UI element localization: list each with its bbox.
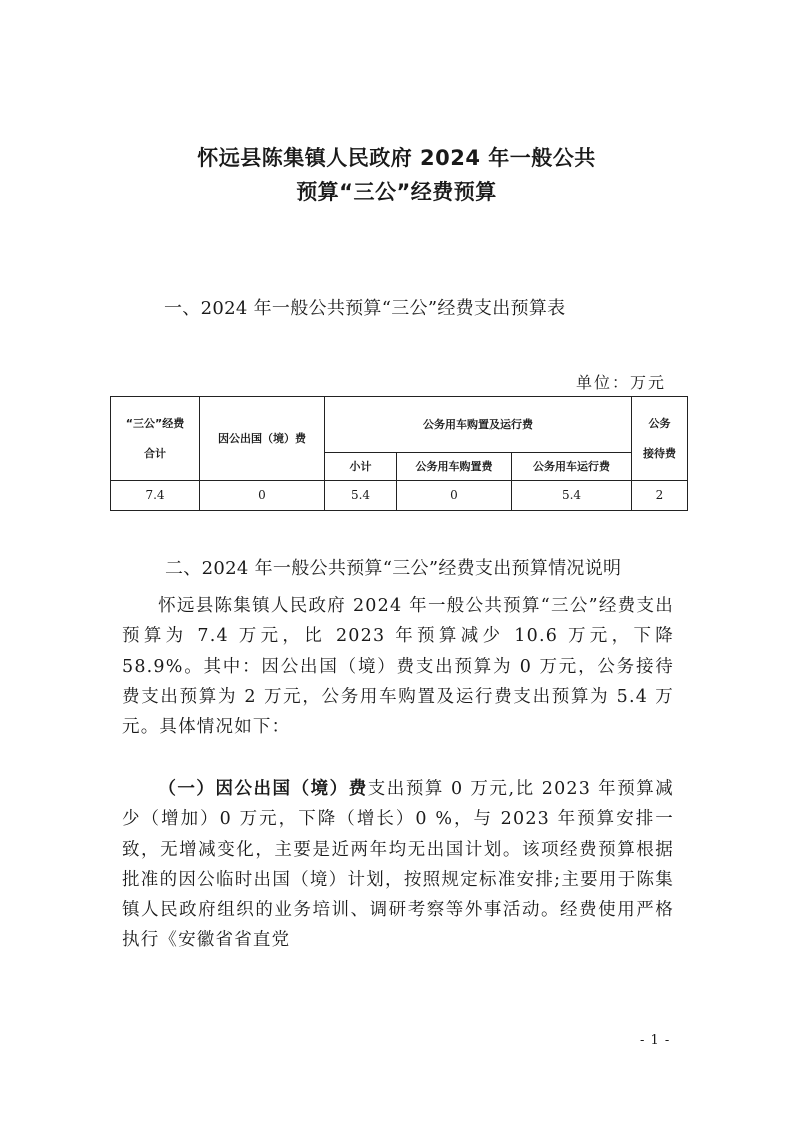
header-vehicle-purchase: 公务用车购置费 (397, 453, 512, 481)
header-abroad: 因公出国（境）费 (200, 397, 325, 481)
budget-table (110, 396, 688, 511)
header-total-line1: “三公”经费 (125, 416, 185, 430)
header-subtotal: 小计 (325, 453, 397, 481)
header-vehicle-group: 公务用车购置及运行费 (325, 397, 632, 453)
header-reception-line1: 公务 (648, 416, 671, 430)
table-row (111, 481, 688, 511)
unit-label: 单位：万元 (576, 373, 667, 392)
paragraph-abroad-heading: （一）因公出国（境）费 (158, 779, 368, 799)
header-reception (632, 397, 688, 481)
value-vehicle-purchase: 0 (397, 481, 512, 511)
page-number: - 1 - (640, 1033, 671, 1048)
header-total-line2: 合计 (144, 447, 166, 461)
table-header-row-1 (111, 397, 688, 453)
header-total (111, 397, 200, 481)
paragraph-summary (122, 591, 674, 742)
header-reception-line2: 接待费 (643, 447, 676, 461)
document-title-line2: 预算“三公”经费预算 (296, 180, 497, 204)
value-reception: 2 (632, 481, 688, 511)
value-abroad: 0 (200, 481, 325, 511)
section1-heading: 一、2024 年一般公共预算“三公”经费支出预算表 (164, 298, 566, 319)
value-subtotal: 5.4 (325, 481, 397, 511)
value-vehicle-operation: 5.4 (512, 481, 632, 511)
paragraph-abroad-text: 支出预算 0 万元,比 2023 年预算减少（增加）0 万元，下降（增长）0 %，与 2023 年预算安排一致，无增减变化，主要是近两年均无出国计划。该项经费预算根据批准的因公临时出国（境）计划，按照规定标准安排;主要用于陈集镇人民政府组织的业务培训、调研考察等外事活动。经费使用严格执行《安徽省省直党 (122, 779, 674, 951)
paragraph-summary-text: 怀远县陈集镇人民政府 2024 年一般公共预算“三公”经费支出预算为 7.4 万元，比 2023 年预算减少 10.6 万元，下降 58.9%。其中：因公出国（境）费支出预算为 0 万元，公务接待费支出预算为 2 万元，公务用车购置及运行费支出预算为 5.4 万元。具体情况如下： (122, 596, 674, 738)
header-vehicle-operation: 公务用车运行费 (512, 453, 632, 481)
paragraph-abroad (122, 774, 674, 956)
document-title-line1: 怀远县陈集镇人民政府 2024 年一般公共 (197, 146, 596, 170)
section2-heading: 二、2024 年一般公共预算“三公”经费支出预算情况说明 (165, 558, 622, 579)
value-total: 7.4 (111, 481, 200, 511)
